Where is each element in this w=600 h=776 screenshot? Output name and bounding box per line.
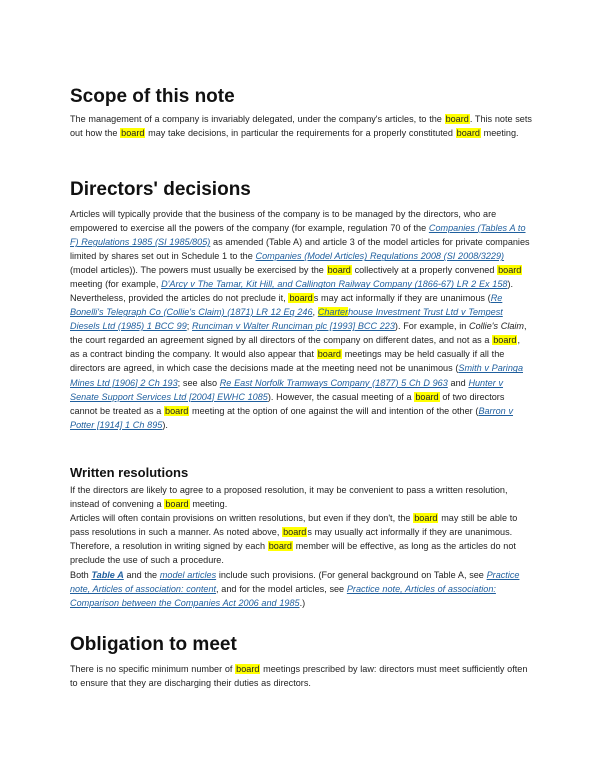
case-name-collies-claim: Collie's Claim — [469, 321, 525, 332]
written-paragraph-1: If the directors are likely to agree to a proposed resolution, it may be convenient to pass a written resolution, instead of convening a board meeting. — [70, 485, 508, 510]
link-re-east-norfolk[interactable]: Re East Norfolk Tramways Company (1877) 5 Ch D 963 — [219, 377, 448, 388]
written-paragraph-2: Articles will often contain provisions on written resolutions, but even if they don't, the board may still be able to pass resolutions in such a manner. As noted above, boards may usually act informally if they are unanimous. Therefore, a resolution in writing signed by each board member will be effective, as long as the articles do not preclude the use of such a procedure. — [70, 513, 518, 566]
highlight-board: board — [289, 293, 313, 303]
link-runciman[interactable]: Runciman v Walter Runciman plc [1993] BCC 223 — [192, 321, 395, 332]
link-charterhouse-part-2[interactable]: house Investment Trust Ltd v Tempest Diesels Ltd (1985) 1 BCC 99 — [70, 307, 503, 332]
link-re-bonellis-telegraph[interactable]: Re Bonelli's Telegraph Co (Collie's Claim) (1871) LR 12 Eq 246 — [70, 293, 503, 318]
written-paragraph-3: Both Table A and the model articles include such provisions. (For general background on Table A, see Practice note, Articles of association: content, and for the model articles, see Practice note, Articles of association: Comparison between the Companies Act 2006 and 1985.) — [70, 570, 520, 609]
link-model-articles-regulations[interactable]: Companies (Model Articles) Regulations 2008 (SI 2008/3229) — [255, 251, 505, 262]
highlight-board: board — [327, 265, 351, 276]
highlight-board: board — [165, 405, 189, 416]
highlight-board: board — [414, 513, 438, 523]
scope-paragraph: The management of a company is invariably delegated, under the company's articles, to the board. This note sets out how the board may take decisions, in particular the requirements for a properly constituted board meeting. — [70, 114, 532, 139]
highlight-board: board — [165, 499, 189, 510]
link-darcy-v-tamar[interactable]: D'Arcy v The Tamar, Kit Hill, and Callington Railway Company (1866-67) LR 2 Ex 158 — [161, 279, 508, 290]
highlight-board: board — [283, 527, 307, 538]
link-barron-v-potter[interactable]: Barron v Potter [1914] 1 Ch 895 — [70, 405, 514, 430]
link-companies-tables-regulations[interactable]: Companies (Tables A to F) Regulations 1985 (SI 1985/805) — [70, 223, 526, 248]
highlight-board: board — [415, 391, 439, 402]
highlight-board: board — [445, 114, 469, 124]
link-charterhouse-part-1[interactable]: Charter — [317, 307, 349, 318]
link-model-articles[interactable]: model articles — [159, 570, 217, 580]
heading-directors-decisions: Directors' decisions — [70, 179, 251, 200]
link-hunter-v-senate[interactable]: Hunter v Senate Support Services Ltd [2004] EWHC 1085 — [70, 377, 504, 402]
decisions-paragraph-2: Nevertheless, provided the articles do not preclude it, boards may act informally if they are unanimous (Re Bonelli's Telegraph Co (Collie's Claim) (1871) LR 12 Eq 246, Charterhouse Investment Trust Ltd v Tempest Diesels Ltd (1985) 1 BCC 99; Runciman v Walter Runciman plc [1993] BCC 223). For example, in Collie's Claim, the court regarded an agreement signed by all directors of the company on different dates, and not as a board, as a contract binding the company. It would also appear that board meetings may be held casually if all the directors are agreed, in which case the decisions made at the meeting need not be unanimous (Smith v Paringa Mines Ltd [1906] 2 Ch 193; see also Re East Norfolk Tramways Company (1877) 5 Ch D 963 and Hunter v Senate Support Services Ltd [2004] EWHC 1085). However, the casual meeting of a board of two directors cannot be treated as a board meeting at the option of one against the will and intention of the other (Barron v Potter [1914] 1 Ch 895). — [70, 293, 527, 430]
highlight-board: board — [493, 335, 517, 346]
heading-scope: Scope of this note — [70, 86, 235, 107]
highlight-board: board — [498, 265, 522, 276]
heading-obligation-to-meet: Obligation to meet — [70, 634, 237, 655]
link-smith-v-paringa[interactable]: Smith v Paringa Mines Ltd [1906] 2 Ch 193 — [70, 363, 523, 388]
link-practice-note-articles-content[interactable]: Practice note, Articles of association: content — [70, 570, 520, 595]
highlight-board: board — [456, 128, 480, 139]
link-table-a[interactable]: Table A — [91, 570, 124, 580]
heading-written-resolutions: Written resolutions — [70, 465, 189, 480]
highlight-board: board — [317, 349, 341, 360]
highlight-board: board — [268, 541, 292, 552]
obligation-paragraph: There is no specific minimum number of board meetings prescribed by law: directors must meet sufficiently often to ensure that they are discharging their duties as directors. — [70, 664, 528, 689]
decisions-paragraph-1: Articles will typically provide that the business of the company is to be managed by the directors, who are empowered to exercise all the powers of the company (for example, regulation 70 of the Companies (Tables A to F) Regulations 1985 (SI 1985/805) as amended (Table A) and article 3 of the model articles for private companies limited by shares set out in Schedule 1 to the Companies (Model Articles) Regulations 2008 (SI 2008/3229) (model articles)). The powers must usually be exercised by the board collectively at a properly convened board meeting (for example, D'Arcy v The Tamar, Kit Hill, and Callington Railway Company (1866-67) LR 2 Ex 158). — [70, 209, 530, 290]
highlight-board: board — [236, 664, 260, 674]
link-practice-note-articles-comparison[interactable]: Practice note, Articles of association: Comparison between the Companies Act 2006 and 1985 — [70, 584, 496, 609]
highlight-board: board — [121, 128, 145, 139]
